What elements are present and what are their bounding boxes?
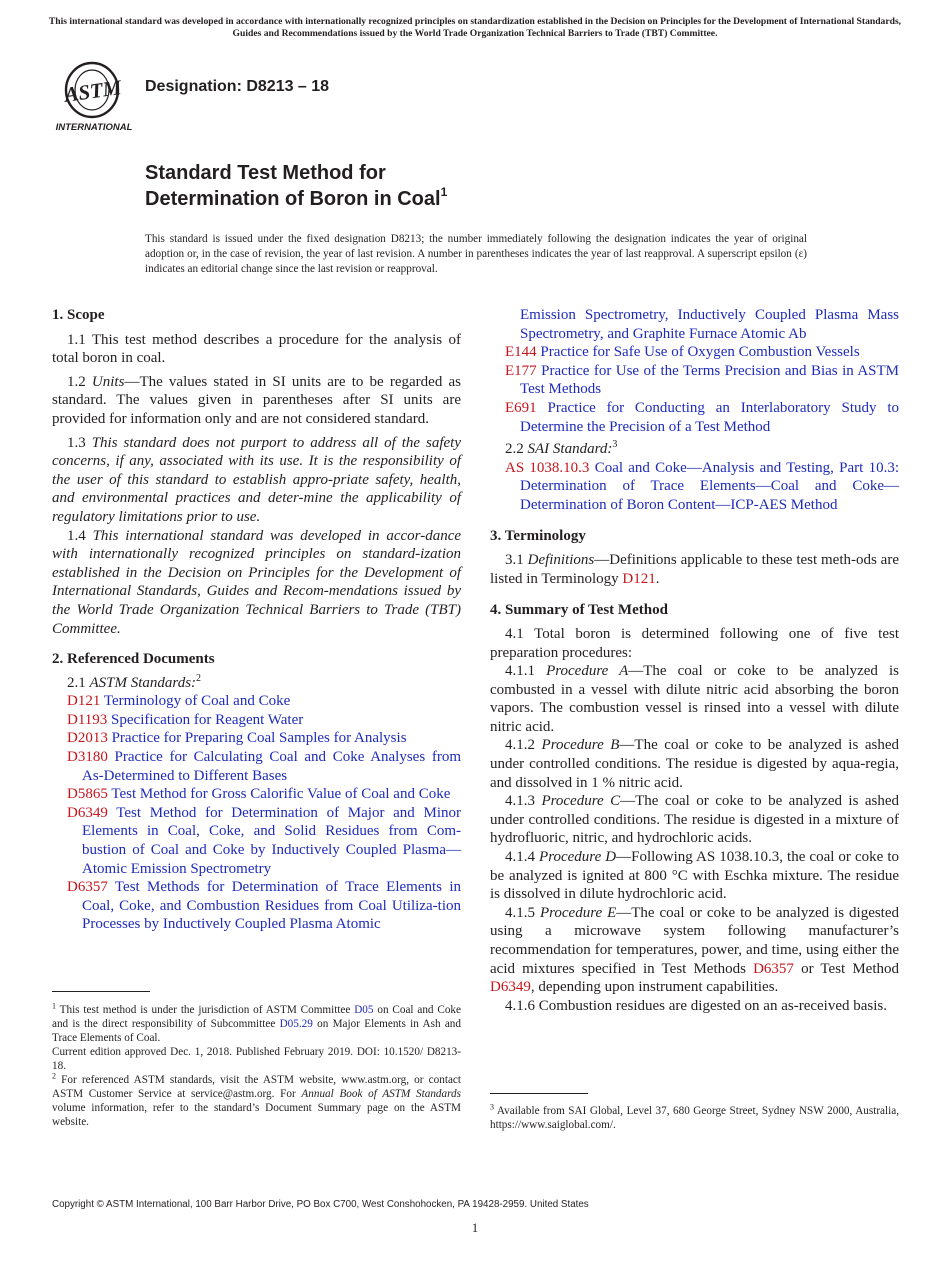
para-4-1-2-num: 4.1.2 — [505, 737, 542, 754]
ref-d2013[interactable] — [52, 729, 461, 748]
para-4-1-3-rest: —The coal or coke to be analyzed is ashed under controlled conditions. The residue is digested in a mixture of hydrofluoric, nitric, and hydrochloric acids. — [490, 793, 900, 847]
para-4-1-4 — [490, 848, 899, 904]
title-line-2-text: Determination of Boron in Coal — [145, 188, 441, 210]
ref-code[interactable]: D1193 — [67, 711, 108, 728]
para-4-1-4-num: 4.1.4 — [505, 849, 540, 866]
ref-d5865[interactable] — [52, 785, 461, 804]
ref-code[interactable]: E144 — [505, 344, 537, 361]
para-3-1 — [490, 551, 899, 588]
para-1-2-em: Units — [91, 373, 125, 390]
para-1-4-num: 1.4 — [67, 527, 93, 544]
para-4-1-5-text-c: , depending upon instrument capabilities. — [530, 979, 779, 996]
left-column — [52, 306, 461, 934]
footnote-right — [490, 1104, 899, 1132]
ref-d6357-continued[interactable]: Emission Spectrometry, Inductively Coupled Plasma Mass Spectrometry, and Graphite Furnace Atomic Ab — [520, 307, 899, 342]
para-1-1: 1.1 This test method describes a procedure for the analysis of total boron in coal. — [52, 331, 461, 367]
ref-d6357[interactable] — [52, 878, 461, 934]
section-2-heading: 2. Referenced Documents — [52, 651, 215, 668]
para-3-1-rest: —Definitions applicable to these test meth-ods are listed in Terminology — [490, 552, 899, 587]
page-number: 1 — [471, 1221, 479, 1235]
para-4-1-5-text-a: —The coal or coke to be analyzed is digested using a microwave system following manufacturer’s recommendation for temperatures, power, and time, using either the acid mixtures specified in Test Methods — [490, 904, 900, 977]
para-1-2 — [52, 373, 461, 429]
logo-bottom-text: INTERNATIONAL — [55, 122, 133, 132]
d6349-link[interactable]: D6349 — [490, 979, 531, 996]
footnote-2 — [52, 1073, 461, 1129]
ref-code[interactable]: D6349 — [67, 804, 108, 821]
para-1-4 — [52, 527, 461, 639]
ref-code[interactable]: D5865 — [67, 786, 108, 803]
ref-e691[interactable] — [490, 399, 899, 436]
ref-title[interactable]: Terminology of Coal and Coke — [103, 693, 291, 710]
para-1-3 — [52, 434, 461, 527]
title-line-1: Standard Test Method for — [145, 162, 386, 184]
d121-link[interactable]: D121 — [622, 570, 656, 587]
ref-code[interactable]: D6357 — [67, 879, 108, 896]
ref-e177[interactable] — [490, 362, 899, 399]
footnote-divider-left — [52, 991, 150, 992]
ref-title[interactable]: Coal and Coke—Analysis and Testing, Part 10.3: Determination of Trace Elements—Coal and Coke—Determination of Boron Content—ICP-AES Method — [520, 459, 899, 513]
para-2-1-em: ASTM Standards: — [89, 674, 197, 691]
para-4-1-3 — [490, 792, 899, 848]
ref-code[interactable]: E691 — [505, 399, 537, 416]
para-1-4-em: This international standard was developed in accor-dance with internationally recognized principles on standard-ization established in the Decision on Principles for the Development of International Standards, Guides and Recom-mendations issued by the World Trade Organization Technical Barriers to Trade (TBT) Committee. — [52, 527, 462, 637]
ref-d1193[interactable] — [52, 711, 461, 730]
para-4-1-1-num: 4.1.1 — [505, 663, 547, 680]
para-4-1-6: 4.1.6 Combustion residues are digested on an as-received basis. — [505, 997, 887, 1014]
footnote-2-text-a: For referenced ASTM standards, visit the ASTM website, www.astm.org, or contact ASTM Customer Service at service@astm.org. For — [52, 1074, 461, 1100]
para-4-1-3-em: Procedure C — [541, 793, 621, 810]
edition-note: Current edition approved Dec. 1, 2018. Published February 2019. DOI: 10.1520/ D8213-18. — [52, 1046, 461, 1072]
ref-code[interactable]: D2013 — [67, 730, 108, 747]
ref-e144[interactable] — [490, 343, 899, 362]
para-4-1-2 — [490, 736, 899, 792]
section-3-heading: 3. Terminology — [490, 527, 586, 544]
footnote-2-text-b: volume information, refer to the standard’s Document Summary page on the ASTM website. — [52, 1102, 461, 1128]
para-3-1-num: 3.1 — [505, 552, 528, 569]
para-4-1: 4.1 Total boron is determined following one of five test preparation procedures: — [490, 625, 899, 661]
ref-title[interactable]: Practice for Safe Use of Oxygen Combustion Vessels — [540, 344, 860, 361]
para-1-2-rest: —The values stated in SI units are to be regarded as standard. The values given in parentheses after SI units are provided for information only and are not considered standard. — [52, 373, 461, 427]
footnote-1-text-b: on Coal and Coke and is the direct responsibility of Subcommittee — [52, 1004, 461, 1030]
title-line-2 — [145, 186, 447, 212]
para-4-1-1 — [490, 662, 899, 736]
ref-title[interactable]: Test Methods for Determination of Trace Elements in Coal, Coke, and Combustion Residues from Coal Utiliza-tion Processes by Inductively Coupled Plasma Atomic — [82, 879, 461, 933]
ref-code[interactable]: D3180 — [67, 749, 108, 766]
footnote-divider-right — [490, 1093, 588, 1094]
copyright-line: Copyright © ASTM International, 100 Barr Harbor Drive, PO Box C700, West Conshohocken, PA 19428-2959. United States — [52, 1199, 589, 1210]
para-3-1-end: . — [655, 570, 660, 587]
footnote-2-mark: 2 — [52, 1071, 56, 1081]
document-title — [145, 160, 447, 212]
ref-title[interactable]: Practice for Calculating Coal and Coke Analyses from As-Determined to Different Bases — [82, 749, 461, 784]
ref-code[interactable]: AS 1038.10.3 — [505, 459, 590, 476]
footnotes-left — [52, 1003, 461, 1129]
footnote-3 — [490, 1104, 899, 1132]
para-2-1 — [52, 674, 461, 693]
footnote-3-text: Available from SAI Global, Level 37, 680 George Street, Sydney NSW 2000, Australia, https://www.saiglobal.com/. — [490, 1105, 899, 1131]
subcommittee-d0529-link[interactable]: D05.29 — [279, 1018, 313, 1030]
para-4-1-1-rest: —The coal or coke to be analyzed is combusted in a vessel with dilute nitric acid absorbing the boron vapors. The combustion vessel is rinsed into a vessel with dilute nitric acid. — [490, 663, 900, 735]
para-4-1-5-num: 4.1.5 — [505, 904, 540, 921]
title-footnote-mark: 1 — [440, 185, 448, 199]
ref-code[interactable]: D121 — [67, 693, 101, 710]
ref-title[interactable]: Practice for Conducting an Interlaboratory Study to Determine the Precision of a Test Method — [520, 399, 899, 435]
ref-title[interactable]: Practice for Use of the Terms Precision and Bias in ASTM Test Methods — [520, 362, 900, 398]
ref-title[interactable]: Test Method for Determination of Major and Minor Elements in Coal, Coke, and Solid Residues from Com-bustion of Coal and Coke by Inductively Coupled Plasma—Atomic Emission Spectrometry — [82, 804, 461, 877]
para-2-2-sup: 3 — [612, 439, 618, 451]
para-4-1-5-em: Procedure E — [539, 904, 617, 921]
para-4-1-3-num: 4.1.3 — [505, 793, 542, 810]
ref-d121[interactable] — [52, 692, 461, 711]
footnote-1-text-c: on Major Elements in Ash and Trace Elements of Coal. — [52, 1018, 461, 1044]
para-4-1-1-em: Procedure A — [546, 663, 629, 680]
designation: Designation: D8213 – 18 — [145, 78, 330, 95]
para-2-1-sup: 2 — [196, 672, 202, 684]
para-4-1-5-text-b: or Test Method — [793, 960, 899, 977]
tbt-notice: This international standard was developed in accordance with internationally recognized principles on standardization established in the Decision on Principles for the Development of International Standards, Guides and Recommendations issued by the World Trade Organization Technical Barriers to Trade (TBT) Committee. — [48, 16, 902, 39]
ref-code[interactable]: E177 — [505, 362, 537, 379]
footnote-1-text-a: This test method is under the jurisdiction of ASTM Committee — [56, 1004, 355, 1016]
ref-title[interactable]: Test Method for Gross Calorific Value of Coal and Coke — [111, 786, 451, 803]
para-4-1-5 — [490, 904, 899, 997]
committee-d05-link[interactable]: D05 — [354, 1004, 374, 1016]
para-1-3-em: This standard does not purport to address all of the safety concerns, if any, associated with its use. It is the responsibility of the user of this standard to establish appro-priate safety, health, and environmental practices and deter-mine the applicability of regulatory limitations prior to use. — [52, 434, 462, 525]
astm-logo — [54, 58, 134, 132]
para-4-1-4-em: Procedure D — [539, 849, 617, 866]
para-1-2-num: 1.2 — [67, 373, 92, 390]
ref-d3180[interactable] — [52, 748, 461, 785]
para-2-2 — [490, 440, 899, 459]
para-3-1-em: Definitions — [527, 552, 595, 569]
section-4-heading: 4. Summary of Test Method — [490, 602, 668, 619]
footnote-2-em: Annual Book of ASTM Standards — [301, 1088, 461, 1100]
footnote-3-mark: 3 — [490, 1102, 494, 1112]
ref-title[interactable]: Practice for Preparing Coal Samples for Analysis — [111, 730, 407, 747]
section-1-heading: 1. Scope — [52, 307, 105, 323]
intro-paragraph: This standard is issued under the fixed designation D8213; the number immediately following the designation indicates the year of original adoption or, in the case of revision, the year of last revision. A number in parentheses indicates the year of last reapproval. A superscript epsilon (ε) indicates an editorial change since the last revision or reapproval. — [145, 233, 807, 275]
ref-title[interactable]: Specification for Reagent Water — [111, 711, 304, 728]
para-2-2-em: SAI Standard: — [527, 441, 613, 458]
para-4-1-2-rest: —The coal or coke to be analyzed is ashed under controlled conditions. The residue is digested by aqua-regia, and dissolved in 1 % nitric acid. — [490, 737, 899, 791]
right-column — [490, 306, 899, 1015]
ref-as-1038-10-3[interactable] — [490, 459, 899, 515]
d6357-link[interactable]: D6357 — [753, 960, 794, 977]
para-1-3-num: 1.3 — [67, 434, 92, 451]
logo-top-text: ASTM — [62, 75, 123, 107]
para-2-1-num: 2.1 — [67, 674, 90, 691]
para-4-1-4-rest: —Following AS 1038.10.3, the coal or coke to be analyzed is ignited at 800 °C with Eschka mixture. The residue is dissolved in dilute hydrochloric acid. — [490, 849, 900, 903]
footnote-1 — [52, 1003, 461, 1045]
ref-d6349[interactable] — [52, 804, 461, 878]
para-2-2-num: 2.2 — [505, 441, 528, 458]
footnote-1-mark: 1 — [52, 1001, 56, 1011]
para-4-1-2-em: Procedure B — [541, 737, 620, 754]
